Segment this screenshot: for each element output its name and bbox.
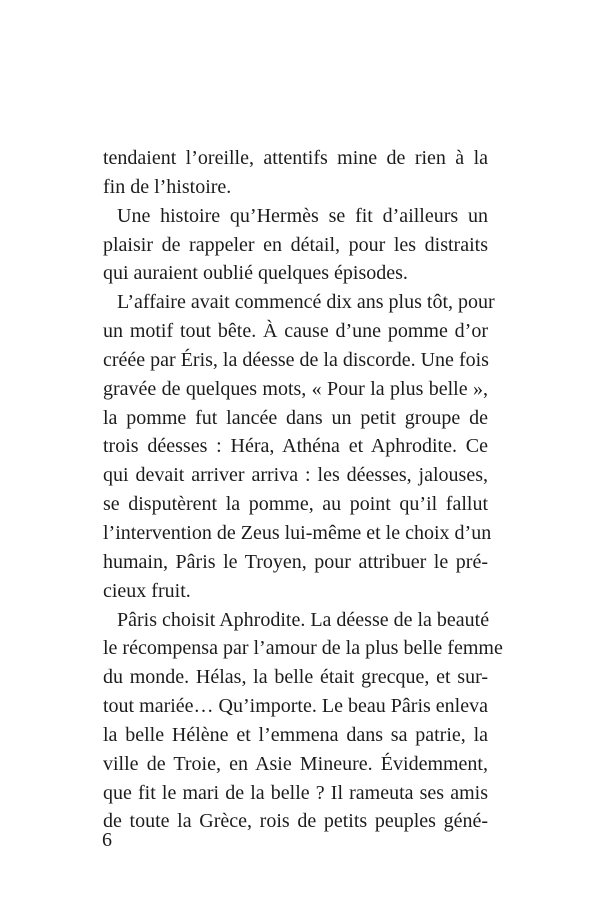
text-line: du monde. Hélas, la belle était grecque, et sur-: [103, 666, 488, 689]
text-line: cieux fruit.: [103, 579, 191, 602]
text-line: Pâris choisit Aphrodite. La déesse de la beauté: [117, 608, 490, 631]
text-line: la belle Hélène et l’emmena dans sa patrie, la: [103, 723, 488, 746]
page-number: 6: [102, 829, 112, 851]
text-line: plaisir de rappeler en détail, pour les distraits: [103, 233, 488, 256]
text-line: Une histoire qu’Hermès se fit d’ailleurs un: [117, 204, 488, 227]
text-line: un motif tout bête. À cause d’une pomme d’or: [103, 320, 488, 343]
text-line: qui auraient oublié quelques épisodes.: [103, 262, 408, 285]
body-text: [103, 144, 503, 836]
text-line: créée par Éris, la déesse de la discorde. Une fois: [103, 348, 489, 371]
text-line: ville de Troie, en Asie Mineure. Évidemment,: [103, 752, 488, 775]
text-line: L’affaire avait commencé dix ans plus tôt, pour: [117, 291, 495, 314]
text-line: la pomme fut lancée dans un petit groupe de: [103, 406, 488, 429]
text-line: trois déesses : Héra, Athéna et Aphrodite. Ce: [103, 435, 488, 458]
text-line: fin de l’histoire.: [103, 175, 232, 198]
text-line: tendaient l’oreille, attentifs mine de rien à la: [103, 147, 488, 169]
text-line: gravée de quelques mots, « Pour la plus belle »,: [103, 377, 488, 400]
text-line: humain, Pâris le Troyen, pour attribuer le pré-: [103, 550, 488, 573]
text-line: que fit le mari de la belle ? Il rameuta ses amis: [103, 781, 488, 804]
text-line: se disputèrent la pomme, au point qu’il fallut: [103, 493, 488, 516]
text-line: l’intervention de Zeus lui-même et le choix d’un: [103, 521, 492, 544]
text-line: de toute la Grèce, rois de petits peuples géné-: [103, 810, 488, 833]
text-line: le récompensa par l’amour de la plus belle femme: [103, 637, 503, 660]
text-line: tout mariée… Qu’importe. Le beau Pâris enleva: [103, 695, 488, 718]
text-line: qui devait arriver arriva : les déesses, jalouses,: [103, 464, 488, 487]
